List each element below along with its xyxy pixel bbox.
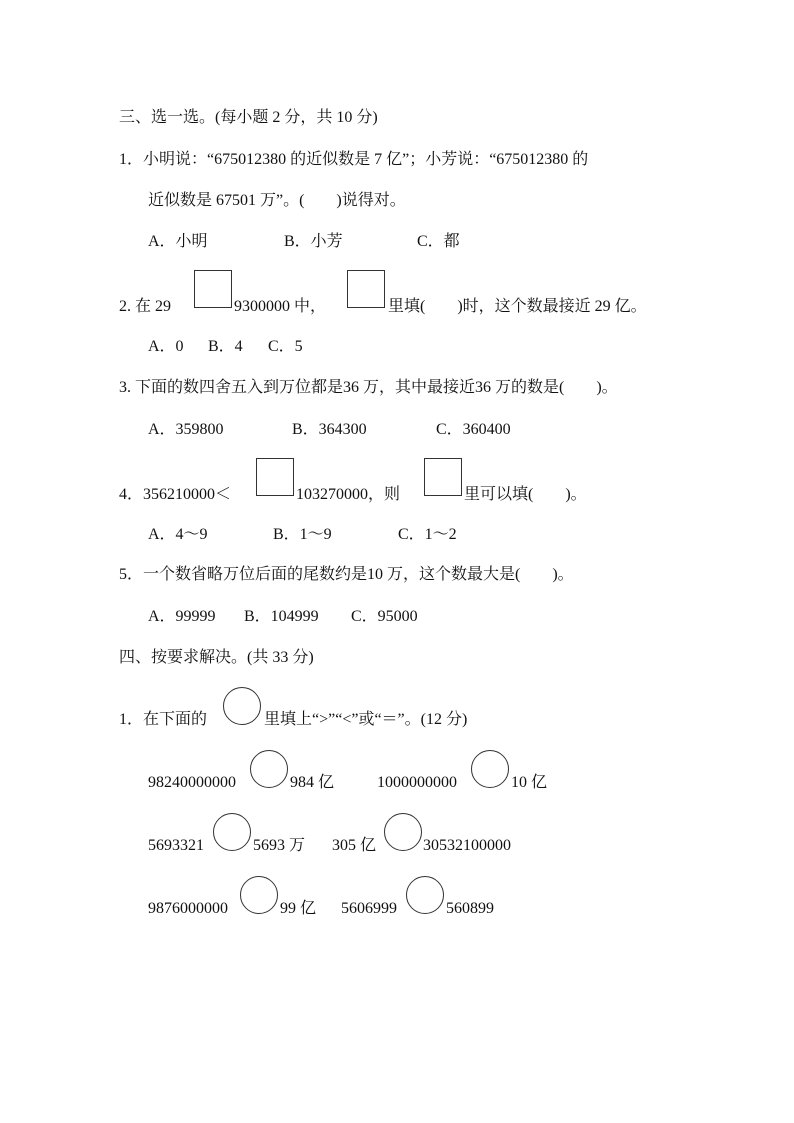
q4-option-c: C．1～2 (398, 526, 457, 543)
q1-line2: 近似数是 67501 万”。( )说得对。 (148, 192, 406, 209)
q1-option-c: C．都 (417, 233, 460, 250)
comparison-2-circle[interactable] (471, 750, 509, 788)
q4-suffix: 里可以填( )。 (464, 486, 587, 503)
q1-option-a: A．小明 (148, 233, 208, 250)
comparison-1-right: 984 亿 (290, 774, 335, 791)
comparison-2-left: 1000000000 (377, 774, 457, 791)
q4-answer-box[interactable] (256, 458, 294, 496)
q3-option-c: C．360400 (436, 421, 511, 438)
comparison-4-right: 30532100000 (423, 837, 511, 854)
q2-option-c: C．5 (268, 338, 303, 355)
comparison-5-right: 99 亿 (280, 900, 317, 917)
section-4-heading: 四、按要求解决。(共 33 分) (119, 649, 314, 666)
q3-option-a: A．359800 (148, 421, 224, 438)
q1-line1: 1．小明说：“675012380 的近似数是 7 亿”；小芳说：“675012380 的 (119, 151, 589, 168)
s4-q1-circle-example (223, 687, 261, 725)
comparison-3-circle[interactable] (213, 813, 251, 851)
q2-prefix: 2. 在 29 (119, 298, 172, 315)
s4-q1-prefix: 1．在下面的 (119, 711, 208, 728)
comparison-6-right: 560899 (446, 900, 494, 917)
comparison-2-right: 10 亿 (511, 774, 548, 791)
comparison-1-circle[interactable] (250, 750, 288, 788)
q2-option-b: B．4 (208, 338, 243, 355)
q2-option-a: A．0 (148, 338, 184, 355)
q1-option-b: B．小芳 (284, 233, 343, 250)
comparison-6-circle[interactable] (406, 876, 444, 914)
comparison-4-circle[interactable] (384, 813, 422, 851)
q3-text: 3. 下面的数四舍五入到万位都是36 万，其中最接近36 万的数是( )。 (119, 379, 618, 396)
comparison-6-left: 5606999 (341, 900, 397, 917)
comparison-3-left: 5693321 (148, 837, 204, 854)
section-3-heading: 三、选一选。(每小题 2 分，共 10 分) (119, 109, 378, 126)
comparison-4-left: 305 亿 (332, 837, 377, 854)
q5-option-b: B．104999 (244, 608, 319, 625)
q4-option-a: A．4～9 (148, 526, 208, 543)
q2-middle: 9300000 中， (234, 298, 327, 315)
q2-answer-box[interactable] (194, 270, 232, 308)
q2-answer-box-ref (347, 270, 385, 308)
q5-option-a: A．99999 (148, 608, 216, 625)
q4-answer-box-ref (424, 458, 462, 496)
q4-middle: 103270000，则 (296, 486, 401, 503)
q5-text: 5．一个数省略万位后面的尾数约是10 万，这个数最大是( )。 (119, 566, 574, 583)
q4-option-b: B．1～9 (273, 526, 332, 543)
comparison-5-left: 9876000000 (148, 900, 228, 917)
q5-option-c: C．95000 (351, 608, 418, 625)
q3-option-b: B．364300 (292, 421, 367, 438)
q4-prefix: 4．356210000＜ (119, 486, 232, 503)
s4-q1-suffix: 里填上“>”“<”或“＝”。(12 分) (264, 711, 468, 728)
comparison-3-right: 5693 万 (253, 837, 306, 854)
comparison-1-left: 98240000000 (148, 774, 236, 791)
comparison-5-circle[interactable] (240, 876, 278, 914)
q2-suffix: 里填( )时，这个数最接近 29 亿。 (388, 298, 647, 315)
